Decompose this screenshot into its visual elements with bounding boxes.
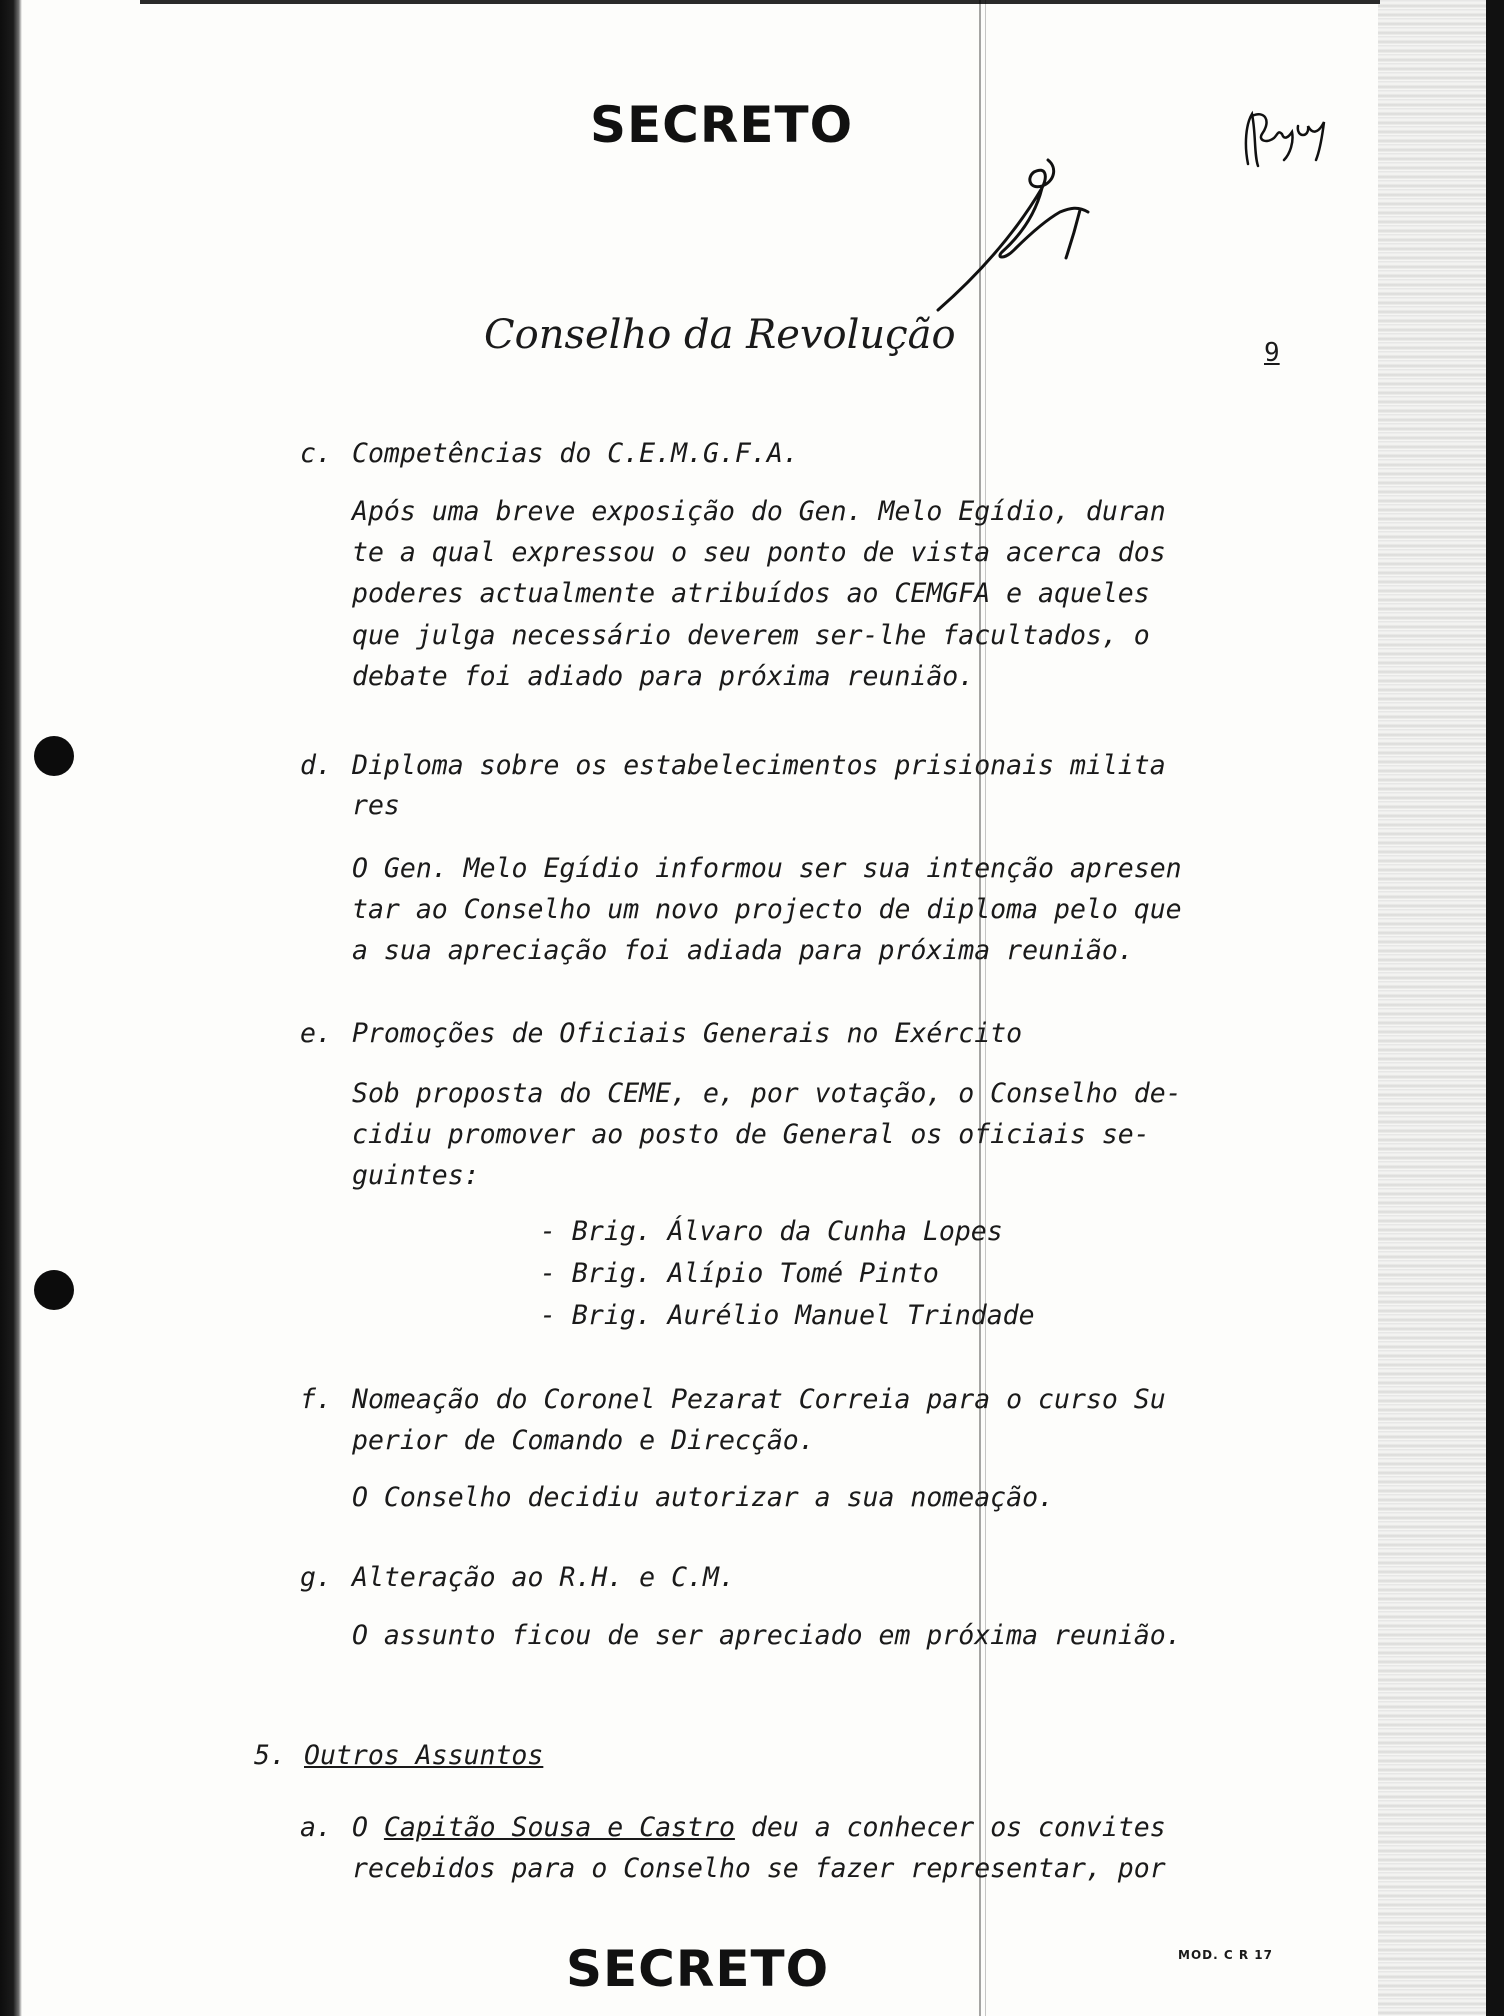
section-5-item-a-line1 (352, 1812, 1166, 1843)
item-c-body-line: debate foi adiado para próxima reunião. (352, 661, 975, 692)
item-g-body-line: O assunto ficou de ser apreciado em próxima reunião. (352, 1620, 1182, 1651)
item-d-title-line: Diploma sobre os estabelecimentos prisionais milita (352, 750, 1166, 781)
item-f-title-line: perior de Comando e Direcção. (352, 1425, 815, 1456)
scan-left-edge (0, 0, 22, 2016)
punch-hole-top (34, 736, 74, 776)
item-c-marker: c. (300, 438, 332, 469)
punch-hole-bottom (34, 1270, 74, 1310)
item-d-body-line: a sua apreciação foi adiada para próxima reunião. (352, 935, 1134, 966)
item-f-title-line: Nomeação do Coronel Pezarat Correia para o curso Su (352, 1384, 1166, 1415)
item-c-body-line: que julga necessário deverem ser-lhe facultados, o (352, 620, 1150, 651)
letterhead: Conselho da Revolução (484, 312, 956, 358)
item-e-body-line: guintes: (352, 1160, 480, 1191)
classification-stamp-top: SECRETO (590, 96, 854, 154)
item-g-marker: g. (300, 1562, 332, 1593)
item-c-body-line: te a qual expressou o seu ponto de vista acerca dos (352, 537, 1166, 568)
item-f-marker: f. (300, 1384, 332, 1415)
item-d-body-line: O Gen. Melo Egídio informou ser sua intenção apresen (352, 853, 1182, 884)
form-code: MOD. C R 17 (1178, 1948, 1273, 1962)
officer-list-item: - Brig. Aurélio Manuel Trindade (540, 1300, 1035, 1331)
signature-initials (930, 142, 1110, 312)
page-number: 9 (1264, 338, 1280, 368)
item-f-body-line: O Conselho decidiu autorizar a sua nomeação. (352, 1482, 1054, 1513)
officer-list-item: - Brig. Alípio Tomé Pinto (540, 1258, 939, 1289)
line1-prefix: O (352, 1812, 384, 1843)
line1-rest: deu a conhecer os convites (734, 1812, 1166, 1843)
item-c-body-line: poderes actualmente atribuídos ao CEMGFA e aqueles (352, 578, 1150, 609)
classification-stamp-bottom: SECRETO (566, 1940, 830, 1998)
underlined-name: Capitão Sousa e Castro (383, 1812, 735, 1843)
section-5-item-a-marker: a. (300, 1812, 332, 1843)
scan-right-edge (1486, 0, 1504, 2016)
scan-top-edge (140, 0, 1380, 4)
item-e-body-line: Sob proposta do CEME, e, por votação, o Conselho de- (352, 1078, 1182, 1109)
item-e-body-line: cidiu promover ao posto de General os oficiais se- (352, 1119, 1150, 1150)
item-d-title-line: res (352, 790, 400, 821)
item-c-body-line: Após uma breve exposição do Gen. Melo Egídio, duran (352, 496, 1166, 527)
handwritten-page-note (1238, 104, 1334, 188)
item-g-title: Alteração ao R.H. e C.M. (352, 1562, 735, 1593)
section-5-number: 5. (254, 1740, 286, 1771)
item-e-marker: e. (300, 1018, 332, 1049)
item-d-marker: d. (300, 750, 332, 781)
item-e-title: Promoções de Oficiais Generais no Exército (352, 1018, 1023, 1049)
section-5-title: Outros Assuntos (304, 1740, 544, 1771)
item-c-title: Competências do C.E.M.G.F.A. (352, 438, 799, 469)
officer-list-item: - Brig. Álvaro da Cunha Lopes (540, 1216, 1003, 1247)
section-5-item-a-line2: recebidos para o Conselho se fazer representar, por (352, 1853, 1166, 1884)
item-d-body-line: tar ao Conselho um novo projecto de diploma pelo que (352, 894, 1182, 925)
